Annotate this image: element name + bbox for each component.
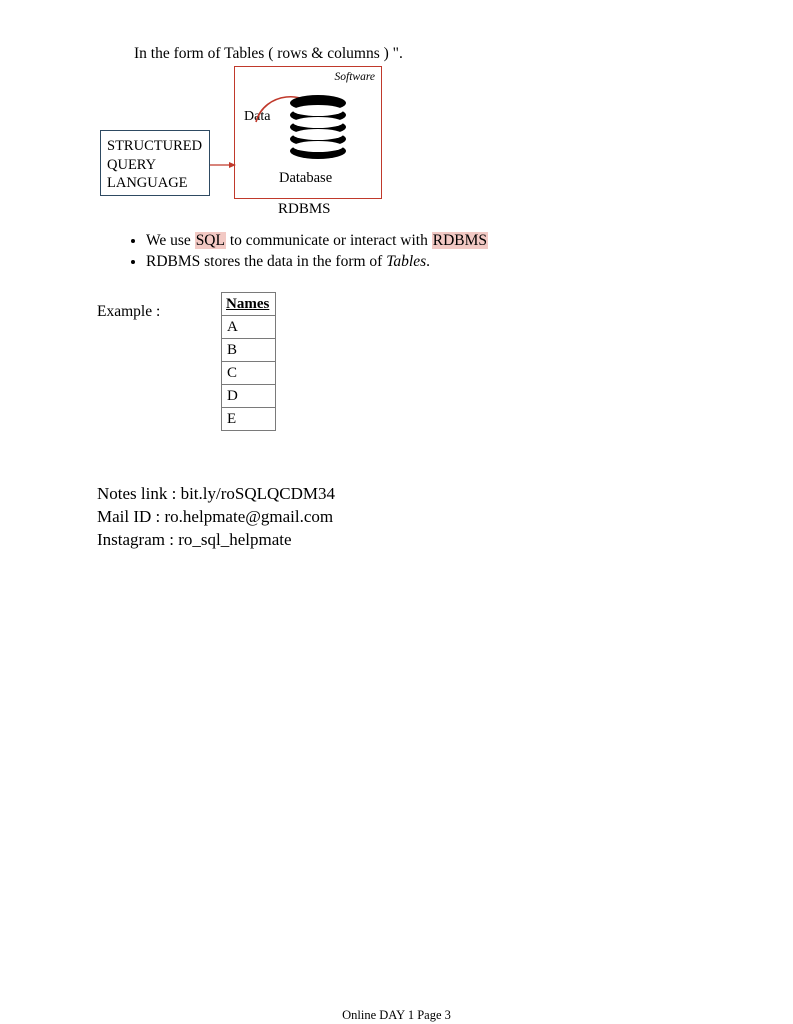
mail-id[interactable]: Mail ID : ro.helpmate@gmail.com bbox=[97, 507, 334, 526]
table-row bbox=[222, 362, 276, 385]
table-cell: A bbox=[222, 316, 276, 339]
bullet-2-suffix: . bbox=[426, 253, 431, 270]
sql-line-2: QUERY bbox=[107, 156, 157, 173]
table-row bbox=[222, 408, 276, 431]
example-label: Example : bbox=[97, 303, 161, 320]
sql-acronym-box bbox=[100, 130, 210, 196]
table-cell: C bbox=[222, 362, 276, 385]
table-row bbox=[222, 316, 276, 339]
names-table bbox=[221, 292, 276, 431]
rdbms-diagram bbox=[96, 62, 516, 227]
arrow-sql-to-software-icon bbox=[210, 160, 236, 170]
table-row bbox=[222, 385, 276, 408]
instagram-handle[interactable]: Instagram : ro_sql_helpmate bbox=[97, 530, 292, 549]
bullet-1-highlight-sql: SQL bbox=[195, 232, 225, 249]
sql-line-3: LANGUAGE bbox=[107, 175, 188, 191]
page-footer: Online DAY 1 Page 3 bbox=[342, 1008, 451, 1022]
table-row bbox=[222, 339, 276, 362]
bullet-1-highlight-rdbms: RDBMS bbox=[432, 232, 488, 249]
bullet-list bbox=[124, 231, 684, 273]
list-item bbox=[146, 252, 684, 272]
bullet-1-prefix: We use bbox=[146, 232, 195, 249]
software-label: Software bbox=[334, 71, 375, 83]
bullet-1-middle: to communicate or interact with bbox=[225, 232, 432, 249]
table-header-names: Names bbox=[222, 293, 276, 316]
database-label: Database bbox=[279, 170, 333, 186]
contact-links-block bbox=[97, 482, 335, 551]
table-row bbox=[222, 293, 276, 316]
bullet-2-italic: Tables bbox=[386, 253, 427, 270]
table-cell: E bbox=[222, 408, 276, 431]
notes-link[interactable]: Notes link : bit.ly/roSQLQCDM34 bbox=[97, 484, 336, 503]
rdbms-label: RDBMS bbox=[278, 201, 331, 217]
bullet-2-prefix: RDBMS stores the data in the form of bbox=[146, 253, 387, 270]
intro-text: In the form of Tables ( rows & columns ) ". bbox=[134, 45, 403, 62]
data-label: Data bbox=[244, 109, 271, 124]
list-item bbox=[146, 231, 684, 251]
sql-line-1: STRUCTURED bbox=[107, 138, 203, 154]
database-cylinder-icon bbox=[290, 95, 346, 165]
table-cell: D bbox=[222, 385, 276, 408]
table-cell: B bbox=[222, 339, 276, 362]
